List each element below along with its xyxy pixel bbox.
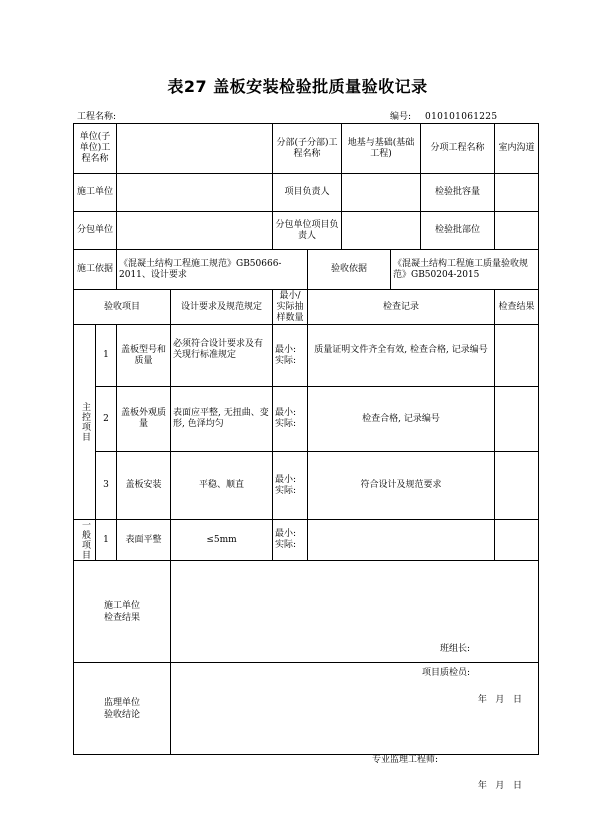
batch-location-label: 检验批部位 [421,212,495,250]
table-row [74,387,539,452]
item-result [495,325,539,387]
acceptance-basis-value: 《混凝土结构工程施工质量验收规范》GB50204-2015 [391,250,539,290]
acceptance-basis-label: 验收依据 [308,250,391,290]
division-value: 地基与基础(基础工程) [342,124,421,174]
contractor-check-area [171,561,539,705]
item-sample [273,452,308,520]
item-result [495,387,539,452]
contractor-check-label: 施工单位检查结果 [74,561,171,663]
sample-actual: 实际: [275,485,297,496]
col-result: 检查结果 [495,290,539,325]
subcontractor-label: 分包单位 [74,212,117,250]
item-sample [273,325,308,387]
contractor-value [117,174,273,212]
item-requirement: ≤5mm [171,520,273,561]
item-no: 1 [96,325,117,387]
acceptance-form [73,123,539,791]
contractor-date: 年 月 日 [477,694,522,705]
sample-min: 最小: [275,345,297,355]
table-row [74,325,539,387]
item-record: 质量证明文件齐全有效, 检查合格, 记录编号 [308,325,495,387]
project-name-label: 工程名称: [77,112,117,122]
table-row [74,520,539,561]
batch-capacity-label: 检验批容量 [421,174,495,212]
unit-label: 单位(子单位)工程名称 [74,124,117,174]
inspector-label: 项目质检员: [421,667,470,678]
item-result [495,452,539,520]
col-record: 检查记录 [308,290,495,325]
item-name: 表面平整 [117,520,171,561]
sub-manager-label: 分包单位项目负责人 [273,212,342,250]
item-requirement: 必须符合设计要求及有关现行标准规定 [171,325,273,387]
sample-min: 最小: [275,474,297,485]
batch-location-value [495,212,539,250]
basis-value: 《混凝土结构工程施工规范》GB50666-2011、设计要求 [117,250,308,290]
supervisor-check-label: 监理单位验收结论 [74,663,171,755]
item-result [495,520,539,561]
code-field [390,109,497,122]
project-manager-label: 项目负责人 [273,174,342,212]
team-leader-label: 班组长: [439,643,470,654]
sample-actual: 实际: [275,419,297,429]
item-name: 盖板型号和质量 [117,325,171,387]
col-item: 验收项目 [74,290,171,325]
item-no: 2 [96,387,117,452]
supervisor-date: 年 月 日 [477,780,522,791]
item-no: 1 [96,520,117,561]
sub-manager-value [342,212,421,250]
subitem-value: 室内沟道 [495,124,539,174]
item-sample [273,387,308,452]
col-sample: 最小/实际抽样数量 [273,290,308,325]
table-row [74,452,539,520]
item-no: 3 [96,452,117,520]
unit-value [117,124,273,174]
item-sample [273,520,308,561]
project-manager-value [342,174,421,212]
basis-label: 施工依据 [74,250,117,290]
item-name: 盖板外观质量 [117,387,171,452]
item-record: 检查合格, 记录编号 [308,387,495,452]
code-value: 010101061225 [425,112,498,122]
page-title: 表27 盖板安装检验批质量验收记录 [167,77,428,96]
subcontractor-value [117,212,273,250]
main-group [74,325,96,520]
sample-min: 最小: [275,529,297,539]
item-name: 盖板安装 [117,452,171,520]
main-group-label: 主控项目 [80,402,90,442]
subitem-label: 分项工程名称 [421,124,495,174]
division-label: 分部(子分部)工程名称 [273,124,342,174]
contractor-label: 施工单位 [74,174,117,212]
item-record [308,520,495,561]
sample-min: 最小: [275,408,297,418]
item-record: 符合设计及规范要求 [308,452,495,520]
engineer-label: 专业监理工程师: [371,754,438,765]
general-group [74,520,96,561]
item-requirement: 表面应平整, 无扭曲、变形, 色泽均匀 [171,387,273,452]
sample-actual: 实际: [275,356,297,366]
batch-capacity-value [495,174,539,212]
general-group-label: 一般项目 [80,520,90,560]
sample-actual: 实际: [275,540,297,550]
item-requirement: 平稳、顺直 [171,452,273,520]
code-label: 编号: [390,112,412,122]
col-requirement: 设计要求及规范规定 [171,290,273,325]
